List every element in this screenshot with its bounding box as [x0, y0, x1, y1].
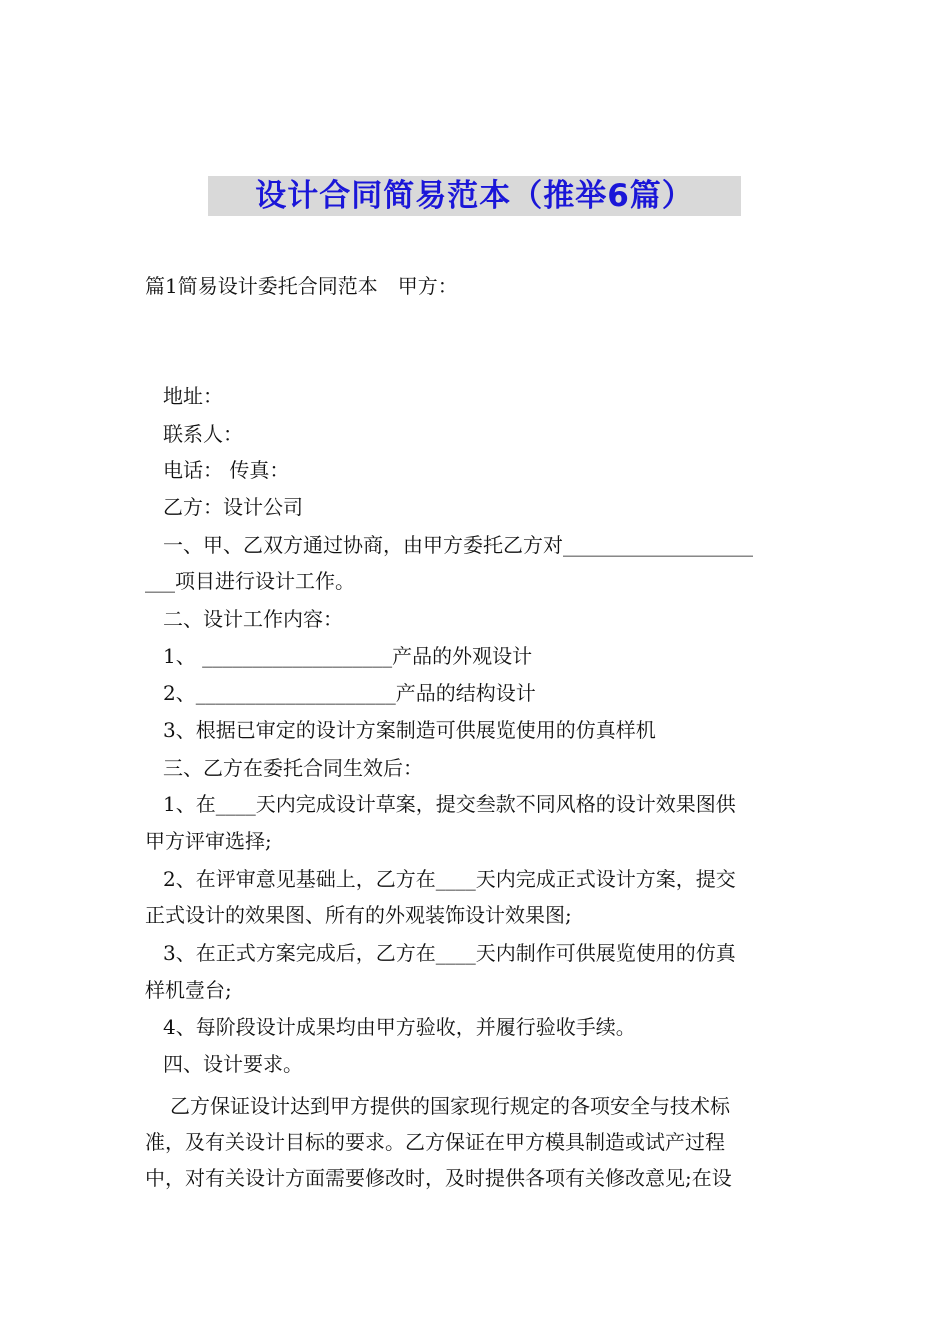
- clause-3-item-3-line-2: 样机壹台;: [145, 978, 232, 1002]
- party-b: 乙方：设计公司: [163, 495, 303, 519]
- clause-4-para-line-1: 乙方保证设计达到甲方提供的国家现行规定的各项安全与技术标: [170, 1094, 730, 1118]
- clause-3-item-2-line-1: 2、在评审意见基础上，乙方在____天内完成正式设计方案，提交: [163, 867, 736, 891]
- clause-2-item-1: 1、 ___________________产品的外观设计: [163, 644, 533, 668]
- document-title: 设计合同简易范本（推举6篇）: [208, 176, 741, 216]
- clause-2-heading: 二、设计工作内容：: [163, 607, 343, 631]
- clause-3-heading: 三、乙方在委托合同生效后：: [163, 756, 423, 780]
- clause-3-item-3-line-1: 3、在正式方案完成后，乙方在____天内制作可供展览使用的仿真: [163, 941, 736, 965]
- section-heading: 篇1简易设计委托合同范本 甲方：: [145, 274, 458, 298]
- clause-3-item-2-line-2: 正式设计的效果图、所有的外观装饰设计效果图;: [145, 903, 572, 927]
- clause-1-line-2: ___项目进行设计工作。: [145, 569, 355, 593]
- clause-4-para-line-2: 准，及有关设计目标的要求。乙方保证在甲方模具制造或试产过程: [145, 1130, 725, 1154]
- clause-2-item-2: 2、____________________产品的结构设计: [163, 681, 536, 705]
- clause-2-item-3: 3、根据已审定的设计方案制造可供展览使用的仿真样机: [163, 718, 656, 742]
- party-a-contact: 联系人：: [163, 422, 243, 446]
- party-a-phone-fax: 电话： 传真：: [163, 458, 290, 482]
- clause-1-line-1: 一、甲、乙双方通过协商，由甲方委托乙方对___________________: [163, 533, 753, 557]
- clause-3-item-1-line-2: 甲方评审选择;: [145, 829, 272, 853]
- clause-3-item-4: 4、每阶段设计成果均由甲方验收，并履行验收手续。: [163, 1015, 636, 1039]
- party-a-address: 地址：: [163, 384, 223, 408]
- clause-4-para-line-3: 中，对有关设计方面需要修改时，及时提供各项有关修改意见;在设: [145, 1166, 732, 1190]
- clause-3-item-1-line-1: 1、在____天内完成设计草案，提交叁款不同风格的设计效果图供: [163, 792, 736, 816]
- clause-4-heading: 四、设计要求。: [163, 1052, 303, 1076]
